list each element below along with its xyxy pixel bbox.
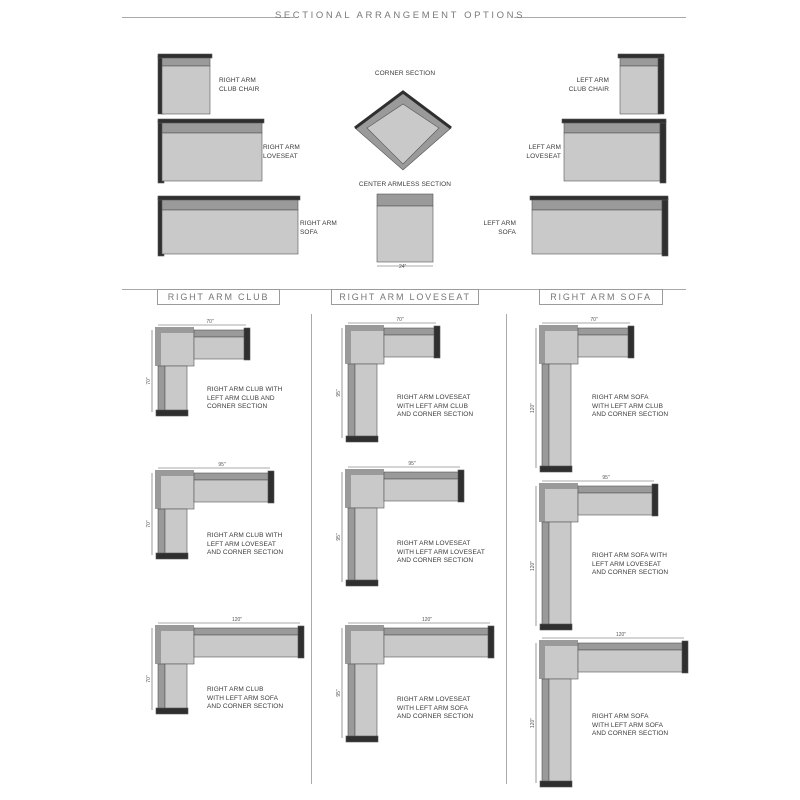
label-line: LEFT ARM LOVESEAT [207,540,277,548]
arm-rest [658,56,664,114]
seat-back [348,364,355,438]
depth-dimension-label: 95" [336,533,342,541]
label-line: RIGHT ARM LOVESEAT [397,540,471,547]
width-dimension-label: 70" [396,317,404,323]
label-line: LEFT ARM [576,77,609,84]
left-arm-club-chair-label [560,77,609,94]
seat-cushion [355,664,377,738]
width-dimension-label: 120" [421,617,433,623]
label-line: WITH LEFT ARM CLUB [397,402,469,410]
back-top [618,54,664,58]
arrangement-loveseat-with-loveseat [336,461,458,590]
depth-dimension-label: 95" [336,389,342,397]
width-dimension-label: 95" [218,462,226,468]
center-armless-section-label: CENTER ARMLESS SECTION [358,181,452,188]
column-header-right-arm-loveseat: RIGHT ARM LOVESEAT [331,289,479,305]
arm-rest [488,626,494,658]
arm-rest [458,470,464,502]
corner-block [348,628,384,664]
label-line: RIGHT ARM CLUB [207,686,264,693]
corner-block [542,328,578,364]
label-line: AND CORNER SECTION [207,703,284,711]
seat-back [158,366,165,412]
seat-back [158,509,165,555]
width-dimension-label: 95" [602,475,610,481]
left-arm-loveseat-shape [562,117,670,185]
column-divider-1 [311,314,312,784]
label-line: LEFT ARM [528,144,561,151]
label-line: CORNER SECTION [207,403,268,411]
seat-back [542,679,549,783]
seat-back [194,330,246,337]
corner-block [348,472,384,508]
column-header-right-arm-sofa: RIGHT ARM SOFA [539,289,663,305]
seat-back [384,328,436,335]
seat-cushion [578,650,684,672]
left-arm-club-chair-shape [618,52,668,116]
label-line: AND CORNER SECTION [592,730,669,738]
arrangement-loveseat-with-club [336,317,430,442]
right-arm-sofa-shape [156,194,300,258]
seat-back [384,628,490,635]
label-line: LOVESEAT [526,152,561,160]
label-line: LEFT ARM LOVESEAT [592,560,662,568]
label-line: AND CORNER SECTION [397,557,474,565]
label-line: RIGHT ARM LOVESEAT [397,696,471,703]
label-line: WITH LEFT ARM SOFA [397,704,469,712]
label-line: AND CORNER SECTION [397,411,474,419]
label-line: SOFA [300,228,318,236]
arm-rest [660,121,666,183]
arm-rest [156,553,188,559]
seat-cushion [194,337,246,359]
label-line: WITH LEFT ARM LOVESEAT [397,548,485,556]
arrangement-sofa-with-sofa [530,632,682,781]
label-line: RIGHT ARM [219,77,256,84]
column-header-right-arm-club: RIGHT ARM CLUB [157,289,280,305]
label-line: WITH LEFT ARM CLUB [592,402,664,410]
label-line: RIGHT ARM SOFA [592,394,649,401]
label-line: AND CORNER SECTION [592,411,669,419]
label-line: WITH LEFT ARM SOFA [592,721,664,729]
arrangement-label [592,552,668,578]
center-armless-section-shape [375,192,435,272]
arm-rest [156,410,188,416]
seat-back [348,664,355,738]
seat-cushion [384,479,460,501]
seat-back [194,628,300,635]
label-line: AND CORNER SECTION [592,569,669,577]
label-line: RIGHT ARM CLUB WITH [207,532,283,539]
arm-rest [540,466,572,472]
arm-rest [244,328,250,360]
seat-cushion [165,664,187,710]
seat-cushion [384,635,490,657]
depth-dimension-label: 120" [530,717,536,729]
seat-cushion [162,210,298,254]
arm-rest [434,326,440,358]
arm-rest [346,580,378,586]
arrangement-label [207,686,283,712]
seat-cushion [162,66,210,114]
arrangement-label [592,394,668,420]
seat-cushion [384,335,436,357]
seat-cushion [194,635,300,657]
label-line: WITH LEFT ARM SOFA [207,694,279,702]
seat-cushion [620,66,660,114]
seat-cushion [355,364,377,438]
corner-block [542,643,578,679]
right-arm-loveseat-shape [156,117,266,185]
seat-back [578,643,684,650]
seat-back [578,328,630,335]
seat-back [384,472,460,479]
arrangement-label [207,386,282,412]
seat-cushion [578,335,630,357]
depth-dimension-label: 70" [146,520,152,528]
back-top [158,196,300,200]
label-line: AND CORNER SECTION [397,713,474,721]
corner-block [542,486,578,522]
arm-rest [682,641,688,673]
arm-rest [662,198,668,256]
seat-cushion [578,493,654,515]
seat-back [578,486,654,493]
seat-back [377,194,433,206]
arrangement-sofa-with-club [530,317,624,466]
label-line: LEFT ARM [483,220,516,227]
width-dimension-label: 70" [590,317,598,323]
label-line: RIGHT ARM SOFA WITH [592,552,668,559]
arrangement-label [207,532,283,558]
seat-back [348,508,355,582]
seat-cushion [165,509,187,555]
back-top [530,196,668,200]
depth-dimension-label: 120" [530,402,536,414]
width-dimension-label: 70" [206,319,214,325]
seat-cushion [532,210,662,254]
seat-back [194,473,270,480]
depth-dimension-label: 120" [530,560,536,572]
back-top [562,119,666,123]
right-arm-club-chair-label [219,77,259,94]
label-line: RIGHT ARM [300,220,337,227]
width-dimension-label: 120" [615,632,627,638]
width-dimension-label: 95" [408,461,416,467]
column-divider-2 [506,314,507,784]
arm-rest [346,436,378,442]
back-top [158,54,212,58]
depth-dimension-label: 70" [146,377,152,385]
arm-rest [298,626,304,658]
left-arm-loveseat-label [515,144,561,161]
label-line: CLUB CHAIR [568,85,609,93]
label-line: RIGHT ARM SOFA [592,713,649,720]
label-line: LEFT ARM CLUB AND [207,394,275,402]
seat-cushion [549,522,571,626]
corner-section-label: CORNER SECTION [374,70,436,77]
label-line: SOFA [498,228,516,236]
arm-rest [628,326,634,358]
depth-dimension-label: 70" [146,675,152,683]
seat-back [542,364,549,468]
arm-rest [268,471,274,503]
arm-rest [540,624,572,630]
arrangement-label [397,696,473,722]
right-arm-loveseat-label [263,144,300,161]
seat-back [158,664,165,710]
page-title: SECTIONAL ARRANGEMENT OPTIONS [274,10,526,21]
corner-block [158,473,194,509]
left-arm-sofa-shape [530,194,670,258]
arm-rest [652,484,658,516]
arm-rest [346,736,378,742]
arm-rest [540,781,572,787]
seat-cushion [165,366,187,412]
depth-dimension-label: 95" [336,689,342,697]
label-line: RIGHT ARM CLUB WITH [207,386,283,393]
arrangement-label [397,394,473,420]
corner-block [348,328,384,364]
arm-rest [156,708,188,714]
corner-section-shape [351,88,455,174]
seat-cushion [355,508,377,582]
seat-cushion [549,364,571,468]
label-line: CLUB CHAIR [219,85,260,93]
seat-cushion [377,206,433,262]
label-line: AND CORNER SECTION [207,549,284,557]
corner-block [158,628,194,664]
arrangement-label [397,540,485,566]
center-armless-width-label: 24" [399,264,407,270]
right-arm-club-chair-shape [156,52,216,116]
seat-cushion [162,133,262,181]
label-line: RIGHT ARM [263,144,300,151]
label-line: RIGHT ARM LOVESEAT [397,394,471,401]
arrangement-label [592,713,668,739]
seat-cushion [549,679,571,783]
seat-back [542,522,549,626]
back-top [158,119,264,123]
right-arm-sofa-label [300,220,337,237]
left-arm-sofa-label [478,220,516,237]
label-line: LOVESEAT [263,152,298,160]
seat-cushion [194,480,270,502]
corner-block [158,330,194,366]
width-dimension-label: 120" [231,617,243,623]
arrangement-loveseat-with-sofa [336,617,488,742]
seat-cushion [564,133,660,181]
